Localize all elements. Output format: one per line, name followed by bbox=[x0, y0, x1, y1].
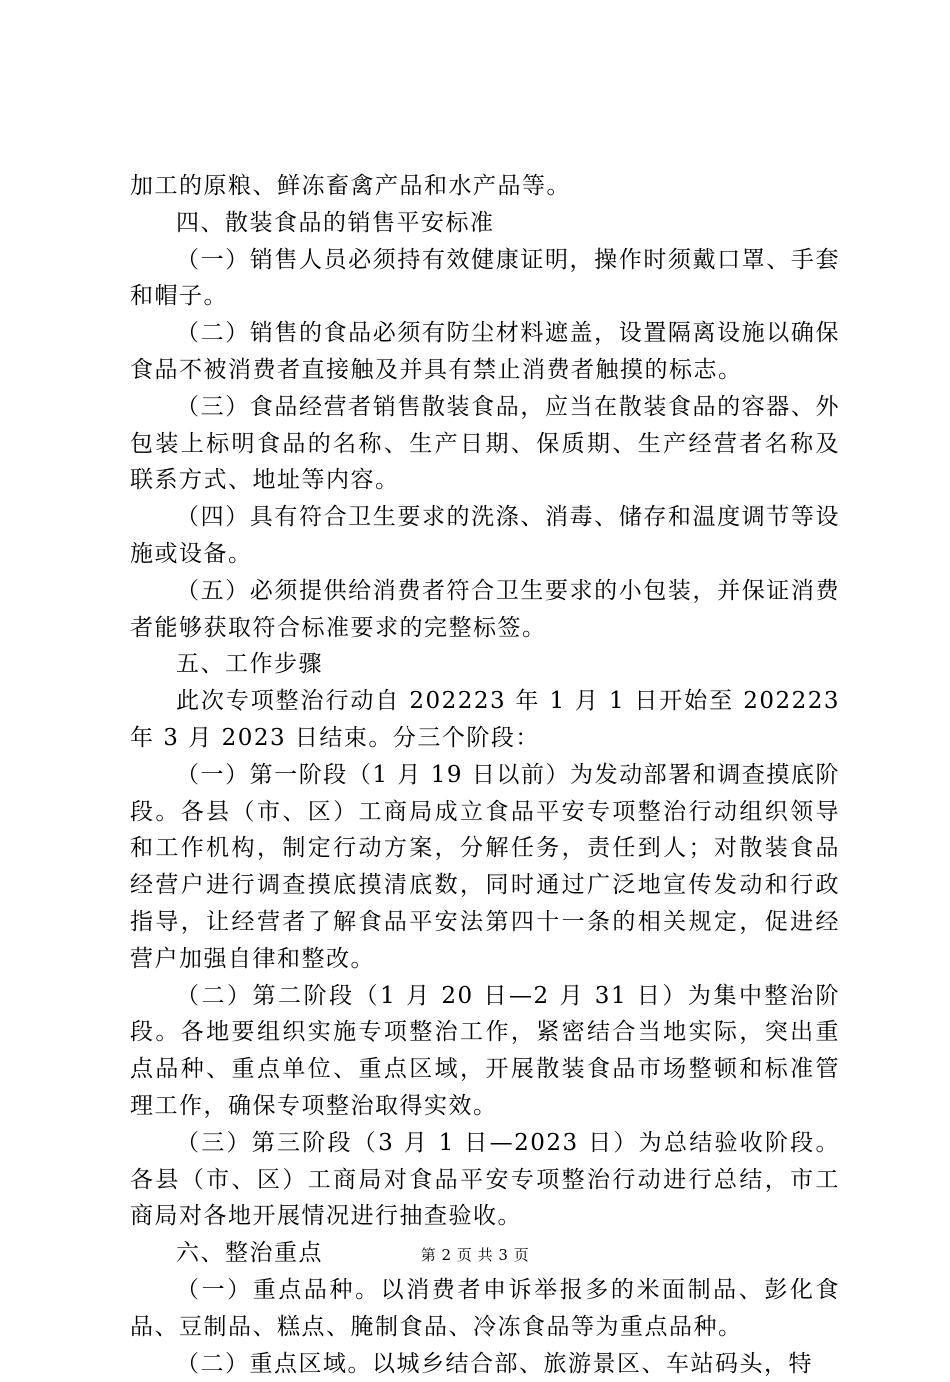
page-number-label: 第 2 页 共 3 页 bbox=[421, 1246, 529, 1264]
paragraph: （一）销售人员必须持有效健康证明，操作时须戴口罩、手套和帽子。 bbox=[130, 242, 840, 316]
paragraph: （一）第一阶段（1 月 19 日以前）为发动部署和调查摸底阶段。各县（市、区）工商局成立食品平安专项整治行动组织领导和工作机构，制定行动方案，分解任务，责任到人；对散装食品经营户进行调查摸底摸清底数，同时通过广泛地宣传发动和行政指导，让经营者了解食品平安法第四十一条的相关规定，促进经营户加强自律和整改。 bbox=[130, 757, 840, 978]
paragraph: （四）具有符合卫生要求的洗涤、消毒、储存和温度调节等设施或设备。 bbox=[130, 499, 840, 573]
paragraph: （二）第二阶段（1 月 20 日—2 月 31 日）为集中整治阶段。各地要组织实施专项整治工作，紧密结合当地实际，突出重点品种、重点单位、重点区域，开展散装食品市场整顿和标准管理工作，确保专项整治取得实效。 bbox=[130, 978, 840, 1125]
paragraph: （二）销售的食品必须有防尘材料遮盖，设置隔离设施以确保食品不被消费者直接触及并具有禁止消费者触摸的标志。 bbox=[130, 315, 840, 389]
paragraph: （三）第三阶段（3 月 1 日—2023 日）为总结验收阶段。各县（市、区）工商局对食品平安专项整治行动进行总结，市工商局对各地开展情况进行抽查验收。 bbox=[130, 1125, 840, 1235]
section-heading: 六、整治重点 bbox=[130, 1235, 840, 1272]
paragraph: （三）食品经营者销售散装食品，应当在散装食品的容器、外包装上标明食品的名称、生产日期、保质期、生产经营者名称及联系方式、地址等内容。 bbox=[130, 389, 840, 499]
paragraph: 此次专项整治行动自 202223 年 1 月 1 日开始至 202223 年 3 月 2023 日结束。分三个阶段： bbox=[130, 683, 840, 757]
page-footer bbox=[0, 1245, 950, 1265]
paragraph: （五）必须提供给消费者符合卫生要求的小包装，并保证消费者能够获取符合标准要求的完整标签。 bbox=[130, 573, 840, 647]
section-heading: 四、散装食品的销售平安标准 bbox=[130, 205, 840, 242]
document-body bbox=[130, 168, 840, 1382]
paragraph: （一）重点品种。以消费者申诉举报多的米面制品、彭化食品、豆制品、糕点、腌制食品、冷冻食品等为重点品种。 bbox=[130, 1272, 840, 1346]
paragraph: （二）重点区域。以城乡结合部、旅游景区、车站码头，特 bbox=[130, 1346, 840, 1382]
paragraph: 加工的原粮、鲜冻畜禽产品和水产品等。 bbox=[130, 168, 840, 205]
section-heading: 五、工作步骤 bbox=[130, 646, 840, 683]
